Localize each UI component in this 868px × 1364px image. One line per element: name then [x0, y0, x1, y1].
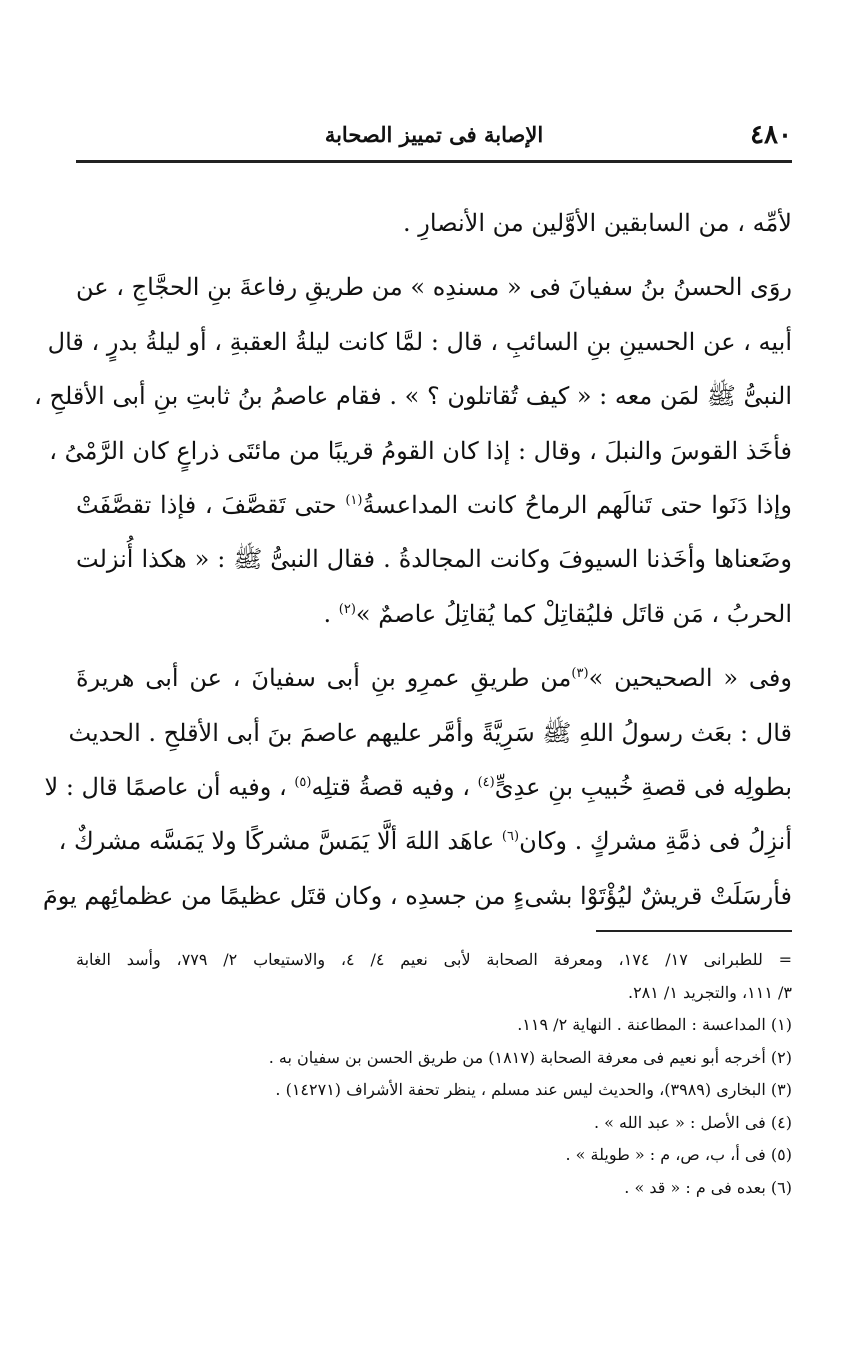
footnote-line: (١) المداعسة : المطاعنة . النهاية ٢/ ١١٩. — [517, 1015, 792, 1034]
text-line: قال : بعَث رسولُ اللهِ ﷺ سَرِيَّةً وأمَّر عليهم عاصمَ بنَ أبى الأقلحِ . الحديث — [68, 718, 792, 747]
text-line: أنزِلُ فى ذمَّةِ مشركٍ . وكان$^{(٦)}$ عاهَد اللهَ ألَّا يَمَسَّ مشركًا ولا يَمَسَّه مشركٌ ، — [58, 827, 792, 856]
text-line: وفى « الصحيحين »$^{(٣)}$من طريقِ عمرِو بنِ أبى سفيانَ ، عن أبى هريرةَ — [76, 664, 792, 693]
footnote-line: (٤) فى الأصل : « عبد الله » . — [593, 1112, 792, 1132]
text-line: وضَعناها وأخَذنا السيوفَ وكانت المجالدةُ . فقال النبىُّ ﷺ : « هكذا أُنزلت — [76, 545, 792, 574]
header-rule — [76, 160, 792, 163]
footnote-marker: (٤) — [477, 774, 495, 790]
footnote-rule — [596, 930, 792, 932]
text-line: فأرسَلَتْ قريشٌ ليُؤْتَوْا بشىءٍ من جسدِه ، وكان قتَل عظيمًا من عظمائِهم يومَ — [42, 881, 792, 910]
footnote-line: (٣) البخارى (٣٩٨٩)، والحديث ليس عند مسلم ، ينظر تحفة الأشراف (١٤٢٧١) . — [275, 1080, 792, 1099]
text-line: النبىُّ ﷺ لمَن معه : « كيف تُقاتلون ؟ » . فقام عاصمُ بنُ ثابتِ بنِ أبى الأقلحِ ، — [34, 382, 792, 411]
text-line: بطولِه فى قصةِ خُبيبِ بنِ عدِىٍّ$^{(٤)}$ ، وفيه قصةُ قتلِه$^{(٥)}$ ، وفيه أن عاصمًا قال : لا — [44, 772, 792, 801]
footnote-line: (٥) فى أ، ب، ص، م : « طويلة » . — [565, 1145, 792, 1164]
footnote-marker: (٦) — [501, 829, 520, 845]
main-text — [34, 196, 792, 923]
footnote-marker: (١) — [345, 492, 363, 508]
footnote-marker: (٥) — [294, 774, 312, 790]
footnote-marker: (٣) — [571, 666, 589, 682]
text-line: لأمِّه ، من السابقين الأوَّلين من الأنصارِ . — [403, 209, 792, 237]
text-line: وإذا دَنَوا حتى تَنالَهم الرماحُ كانت المداعسةُ$^{(١)}$ حتى تَقصَّفَ ، فإذا تقصَّفَتْ — [76, 490, 792, 519]
text-line: فأخَذ القوسَ والنبلَ ، وقال : إذا كان القومُ قريبًا من مائتَى ذراعٍ كان الرَّمْىُ ، — [49, 436, 792, 465]
footnote-line: (٢) أخرجه أبو نعيم فى معرفة الصحابة (١٨١٧) من طريق الحسن بن سفيان به . — [268, 1047, 792, 1067]
text-line: روَى الحسنُ بنُ سفيانَ فى « مسندِه » من طريقِ رفاعةَ بنِ الحجَّاجِ ، عن — [76, 273, 792, 302]
book-title: الإصابة فى تمييز الصحابة — [324, 122, 544, 147]
footnote-marker: (٢) — [338, 601, 356, 617]
text-line: أبيه ، عن الحسينِ بنِ السائبِ ، قال : لمَّا كانت ليلةُ العقبةِ ، أو ليلةُ بدرٍ ، قال — [47, 327, 792, 356]
text-line: الحربُ ، مَن قاتَل فليُقاتِلْ كما يُقاتِلُ عاصمٌ »$^{(٢)}$ . — [323, 599, 792, 628]
footnotes — [76, 944, 792, 1204]
page-number: ٤٨٠ — [750, 120, 792, 150]
running-header — [76, 118, 792, 158]
footnote-line: ٣/ ١١١، والتجريد ١/ ٢٨١. — [627, 982, 792, 1002]
footnote-line: (٦) بعده فى م : « قد » . — [624, 1177, 792, 1197]
footnote-line: = للطبرانى ١٧/ ١٧٤، ومعرفة الصحابة لأبى نعيم ٤/ ٤، والاستيعاب ٢/ ٧٧٩، وأسد الغابة — [76, 950, 793, 969]
